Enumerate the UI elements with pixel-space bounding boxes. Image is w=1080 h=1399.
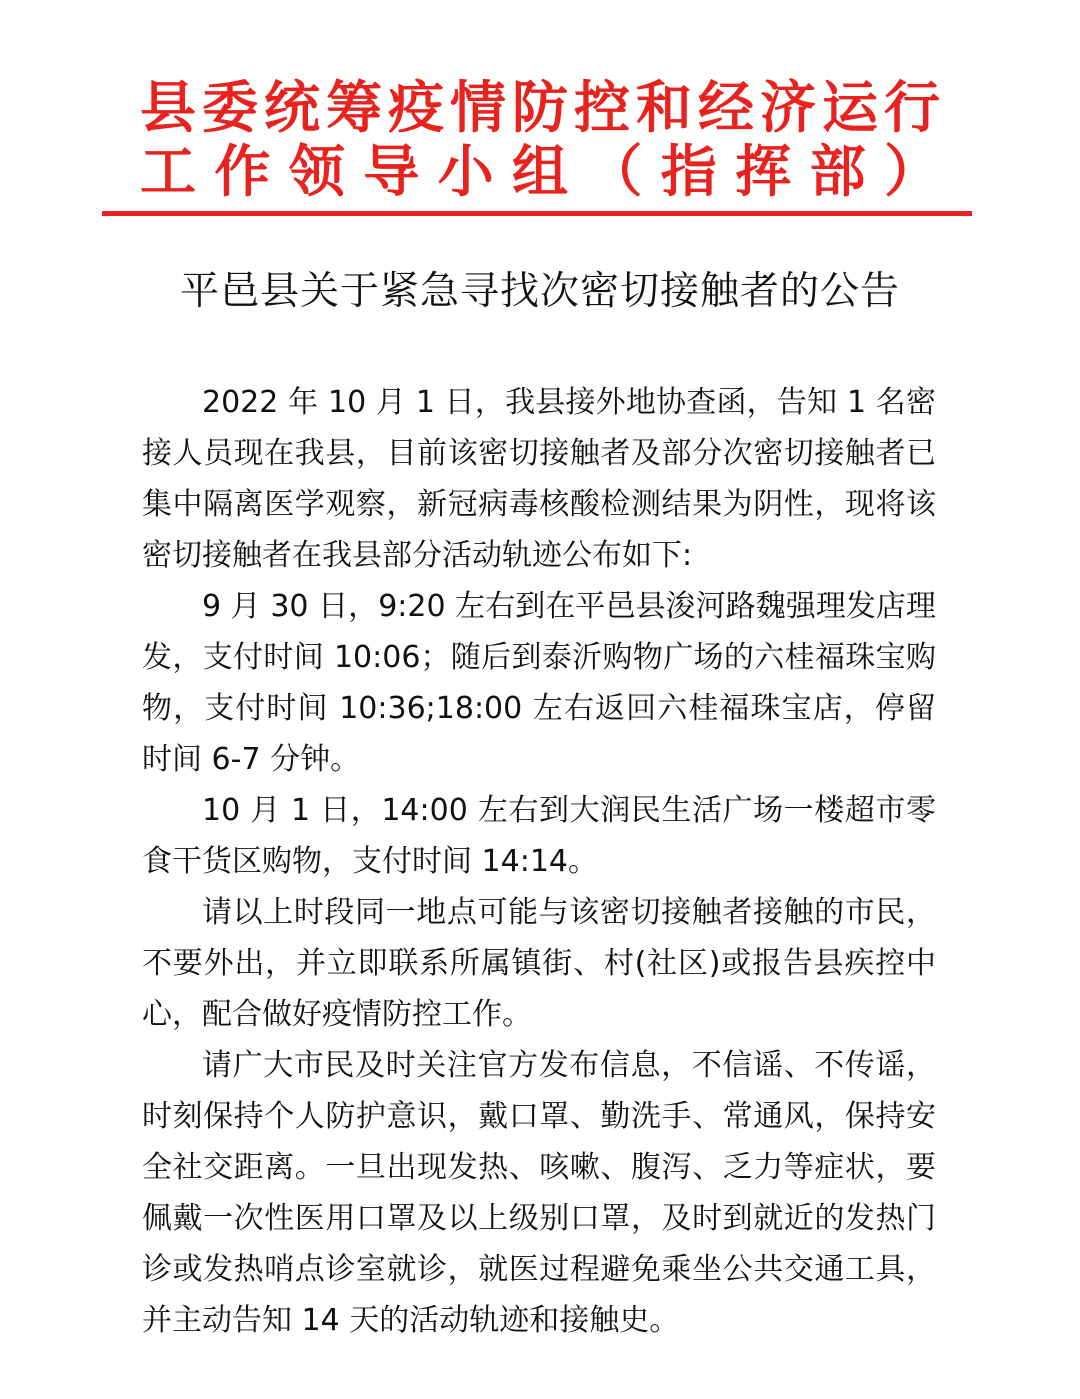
notice-title: 平邑县关于紧急寻找次密切接触者的公告: [179, 269, 900, 314]
paragraph-request-contact: 请以上时段同一地点可能与该密切接触者接触的市民，不要外出，并立即联系所属镇街、村(社区)或报告县疾控中心，配合做好疫情防控工作。: [142, 895, 936, 1032]
paragraph-prevention-advice: 请广大市民及时关注官方发布信息，不信谣、不传谣，时刻保持个人防护意识，戴口罩、勤洗手、常通风，保持安全社交距离。一旦出现发热、咳嗽、腹泻、乏力等症状，要佩戴一次性医用口罩及以上级别口罩，及时到就近的发热门诊或发热哨点诊室就诊，就医过程避免乘坐公共交通工具，并主动告知 14 天的活动轨迹和接触史。: [142, 1048, 936, 1338]
notice-body: [142, 377, 936, 1346]
red-header-line-2: 工作领导小组（指挥部）: [140, 139, 940, 205]
paragraph-sep-30-track: 9 月 30 日，9:20 左右到在平邑县浚河路魏强理发店理发，支付时间 10:06；随后到泰沂购物广场的六桂福珠宝购物，支付时间 10:36;18:00 左右返回六桂福珠宝店，停留时间 6-7 分钟。: [142, 589, 936, 777]
paragraph-oct-1-track: 10 月 1 日，14:00 左右到大润民生活广场一楼超市零食干货区购物，支付时间 14:14。: [142, 793, 936, 879]
red-divider-line: [102, 211, 972, 216]
red-header-line-1: 县委统筹疫情防控和经济运行: [140, 75, 940, 141]
paragraph-announcement: 2022 年 10 月 1 日，我县接外地协查函，告知 1 名密接人员现在我县，目前该密切接触者及部分次密切接触者已集中隔离医学观察，新冠病毒核酸检测结果为阴性，现将该密切接触者在我县部分活动轨迹公布如下:: [142, 385, 936, 573]
